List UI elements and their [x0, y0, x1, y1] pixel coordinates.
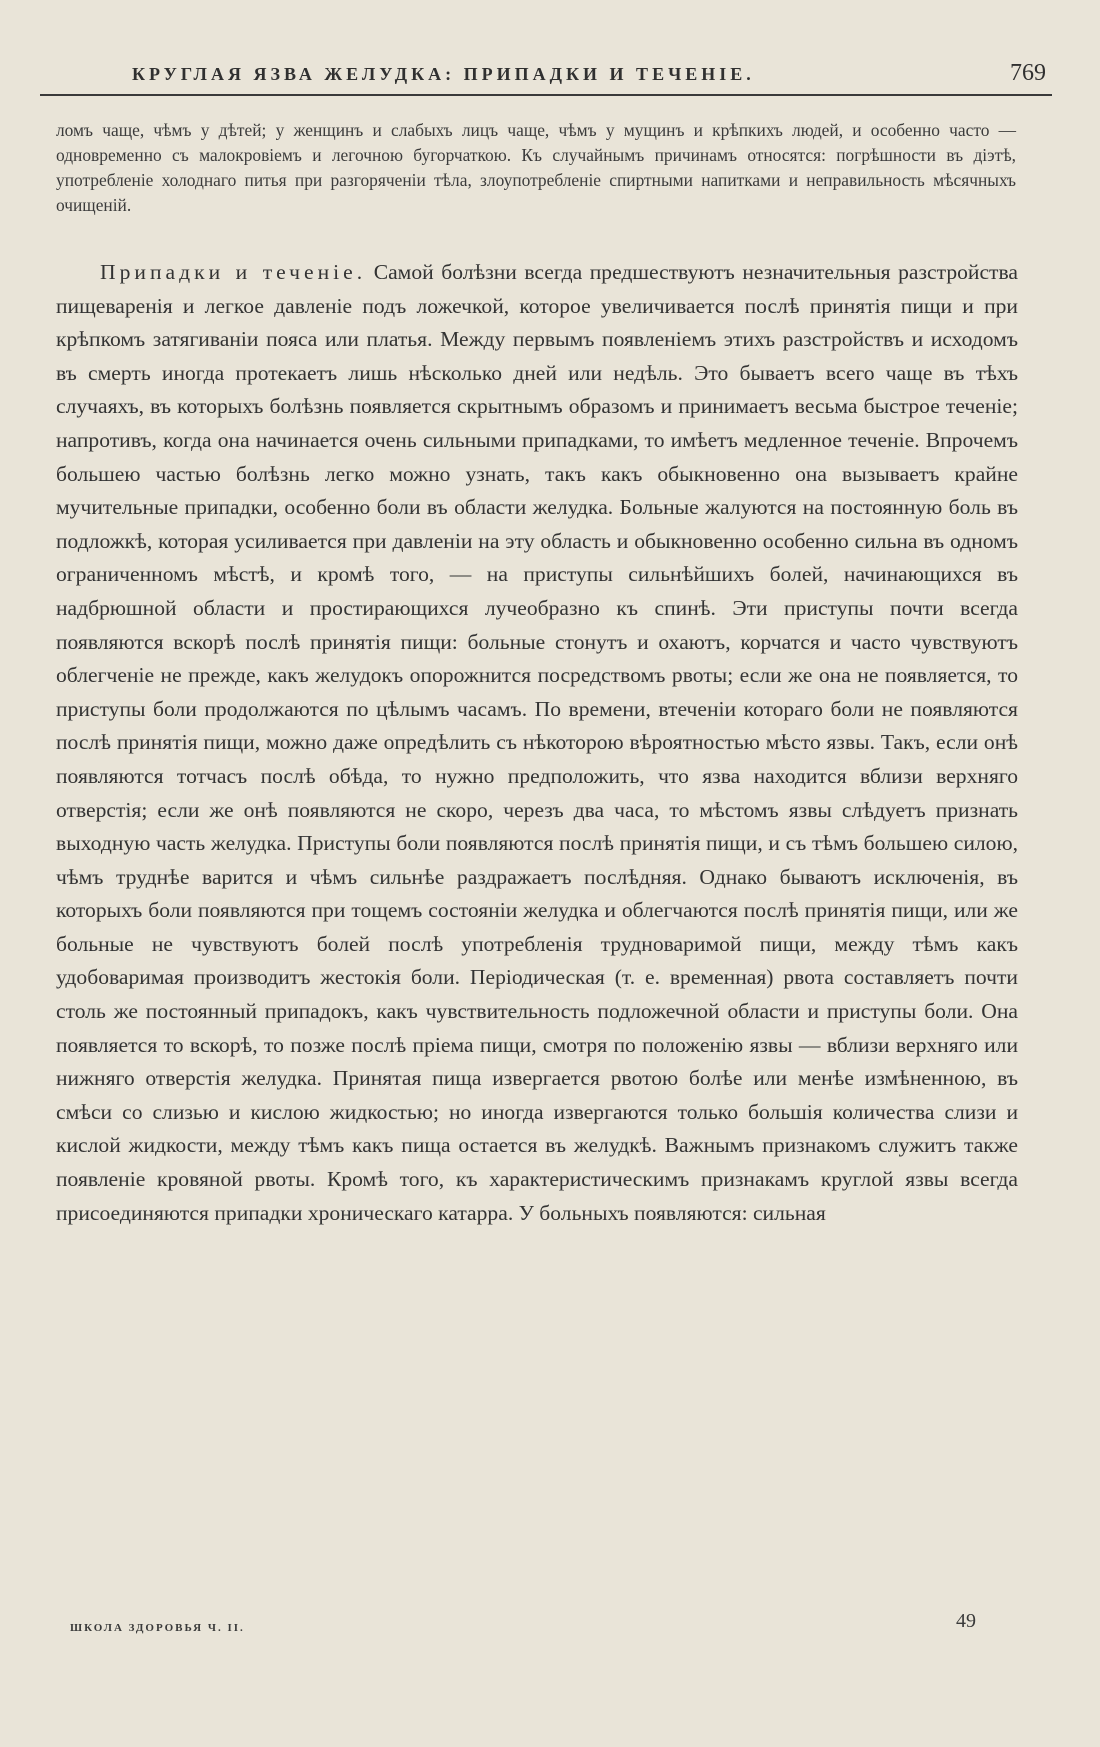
- main-paragraph: [56, 256, 1018, 1230]
- signature-mark: ШКОЛА ЗДОРОВЬЯ Ч. II.: [70, 1622, 245, 1634]
- main-paragraph-text: Самой болѣзни всегда предшествуютъ незначительныя разстройства пищеваренія и легкое давленіе подъ ложечкой, которое увеличивается послѣ принятія пищи и при крѣпкомъ затягиваніи пояса или платья. Между первымъ появленіемъ этихъ разстройствъ и исходомъ въ смерть иногда протекаетъ лишь нѣсколько дней или недѣль. Это бываетъ всего чаще въ тѣхъ случаяхъ, въ которыхъ болѣзнь появляется скрытнымъ образомъ и принимаетъ весьма быстрое теченіе; напротивъ, когда она начинается очень сильными припадками, то имѣетъ медленное теченіе. Впрочемъ большею частью болѣзнь легко можно узнать, такъ какъ обыкновенно она вызываетъ крайне мучительные припадки, особенно боли въ области желудка. Больные жалуются на постоянную боль въ подложкѣ, которая усиливается при давленіи на эту область и обыкновенно особенно сильна въ одномъ ограниченномъ мѣстѣ, и кромѣ того, — на приступы сильнѣйшихъ болей, начинающихся въ надбрюшной области и простирающихся лучеобразно къ спинѣ. Эти приступы почти всегда появляются вскорѣ послѣ принятія пищи: больные стонутъ и охаютъ, корчатся и часто чувствуютъ облегченіе не прежде, какъ желудокъ опорожнится посредствомъ рвоты; если же она не появляется, то приступы боли продолжаются по цѣлымъ часамъ. По времени, втеченіи котораго боли не появляются послѣ принятія пищи, можно даже опредѣлить съ нѣкоторою вѣроятностью мѣсто язвы. Такъ, если онѣ появляются тотчасъ послѣ обѣда, то нужно предположить, что язва находится вблизи верхняго отверстія; если же онѣ появляются не скоро, черезъ два часа, то мѣстомъ язвы слѣдуетъ признать выходную часть желудка. Приступы боли появляются послѣ принятія пищи, и съ тѣмъ большею силою, чѣмъ труднѣе варится и чѣмъ сильнѣе раздражаетъ послѣдняя. Однако бываютъ исключенія, въ которыхъ боли появляются при тощемъ состояніи желудка и облегчаются послѣ принятія пищи, или же больные не чувствуютъ болей послѣ употребленія трудноваримой пищи, между тѣмъ какъ удобоваримая производитъ жестокія боли. Періодическая (т. е. временная) рвота составляетъ почти столь же постоянный припадокъ, какъ чувствительность подложечной области и приступы боли. Она появляется то вскорѣ, то позже послѣ пріема пищи, смотря по положенію язвы — вблизи верхняго или нижняго отверстія желудка. Принятая пища извергается рвотою болѣе или менѣе измѣненною, въ смѣси со слизью и кислою жидкостью; но иногда извергаются только большія количества слизи и кислой жидкости, между тѣмъ какъ пища остается въ желудкѣ. Важнымъ признакомъ служитъ также появленіе кровяной рвоты. Кромѣ того, къ характеристическимъ признакамъ круглой язвы всегда присоединяются припадки хроническаго катарра. У больныхъ появляются: сильная: [56, 260, 1018, 1225]
- intro-paragraph: ломъ чаще, чѣмъ у дѣтей; у женщинъ и слабыхъ лицъ чаще, чѣмъ у мущинъ и крѣпкихъ людей, и особенно часто — одновременно съ малокровіемъ и легочною бугорчаткою. Къ случайнымъ причинамъ относятся: погрѣшности въ діэтѣ, употребленіе холоднаго питья при разгоряченіи тѣла, злоупотребленіе спиртными напитками и неправильность мѣсячныхъ очищеній.: [56, 120, 1016, 215]
- page-header: [40, 60, 1052, 96]
- page-number: 769: [1010, 60, 1046, 86]
- running-title: КРУГЛАЯ ЯЗВА ЖЕЛУДКА: ПРИПАДКИ И ТЕЧЕНІЕ.: [132, 64, 755, 84]
- section-heading: Припадки и теченіе.: [100, 260, 367, 284]
- sheet-number: 49: [956, 1610, 976, 1632]
